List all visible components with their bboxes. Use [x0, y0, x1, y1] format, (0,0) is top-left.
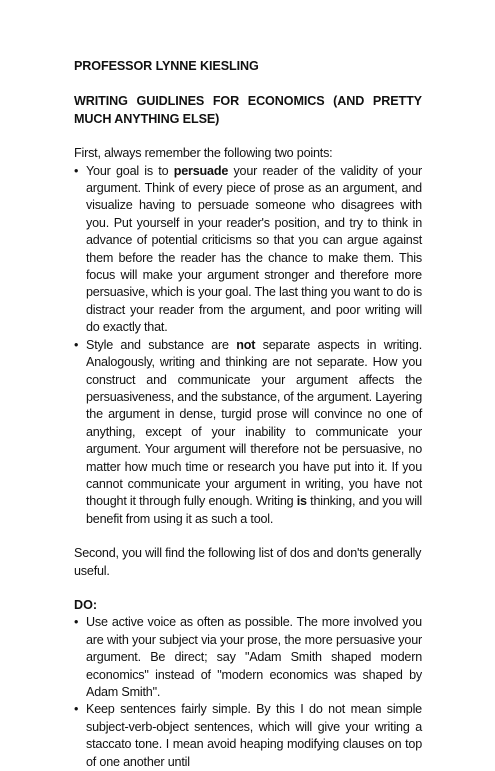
author-heading: PROFESSOR LYNNE KIESLING: [74, 59, 259, 73]
point-text-bold: persuade: [173, 163, 229, 178]
key-point-persuade: [74, 163, 422, 337]
key-point-style-substance: [74, 337, 422, 528]
do-item-simple-sentences: [74, 701, 422, 771]
do-heading: DO:: [74, 597, 98, 612]
document-page: [74, 58, 422, 771]
key-points-list: [74, 163, 422, 529]
point-text-post: your reader of the validity of your argument. Think of every piece of prose as an argument, and visualize having to persuade someone who disagrees with you. Put yourself in your reader's position, and try to think in advance of potential criticisms so that you can argue against them before the reader has the chance to make them. This focus will make your argument stronger and therefore more persuasive, which is your goal. The last thing you want to do is distract your reader from the argument, and poor writing will do exactly that.: [86, 163, 422, 335]
second-paragraph: Second, you will find the following list of dos and don'ts generally useful.: [74, 546, 422, 578]
do-item-text: Use active voice as often as possible. The more involved you are with your subject via your prose, the more persuasive your argument. Be direct; say "Adam Smith shaped modern economics" instead of "modern economics was shaped by Adam Smith".: [86, 615, 422, 699]
bullet-icon: •: [74, 163, 79, 178]
document-title: WRITING GUIDLINES FOR ECONOMICS (AND PRETTY MUCH ANYTHING ELSE): [74, 94, 422, 126]
point-text-pre: Your goal is to: [86, 163, 174, 178]
point-text-mid: separate aspects in writing. Analogously, writing and thinking are not separate. How you construct and communicate your argument affects the persuasiveness, and the substance, of the argument. Layering the argument in dense, turgid prose will convince no one of anything, except of your inability to communicate your argument. Your argument will therefore not be persuasive, no matter how much time or research you have put into it. If you cannot communicate your argument in writing, you have not thought it through fully enough. Writing: [86, 337, 422, 509]
point-text-pre: Style and substance are: [86, 337, 237, 352]
do-item-text: Keep sentences fairly simple. By this I do not mean simple subject-verb-object sentences, which will give your writing a staccato tone. I mean avoid heaping modifying clauses on top of one another until: [86, 702, 422, 769]
bullet-icon: •: [74, 702, 79, 717]
point-text-bold: is: [296, 494, 307, 509]
point-text-bold: not: [236, 337, 256, 352]
point-text-post: thinking, and you will benefit from using it as such a tool.: [86, 494, 422, 526]
bullet-icon: •: [74, 337, 79, 352]
bullet-icon: •: [74, 615, 79, 630]
do-list: [74, 614, 422, 771]
intro-paragraph: First, always remember the following two points:: [74, 146, 333, 161]
do-item-active-voice: [74, 614, 422, 701]
